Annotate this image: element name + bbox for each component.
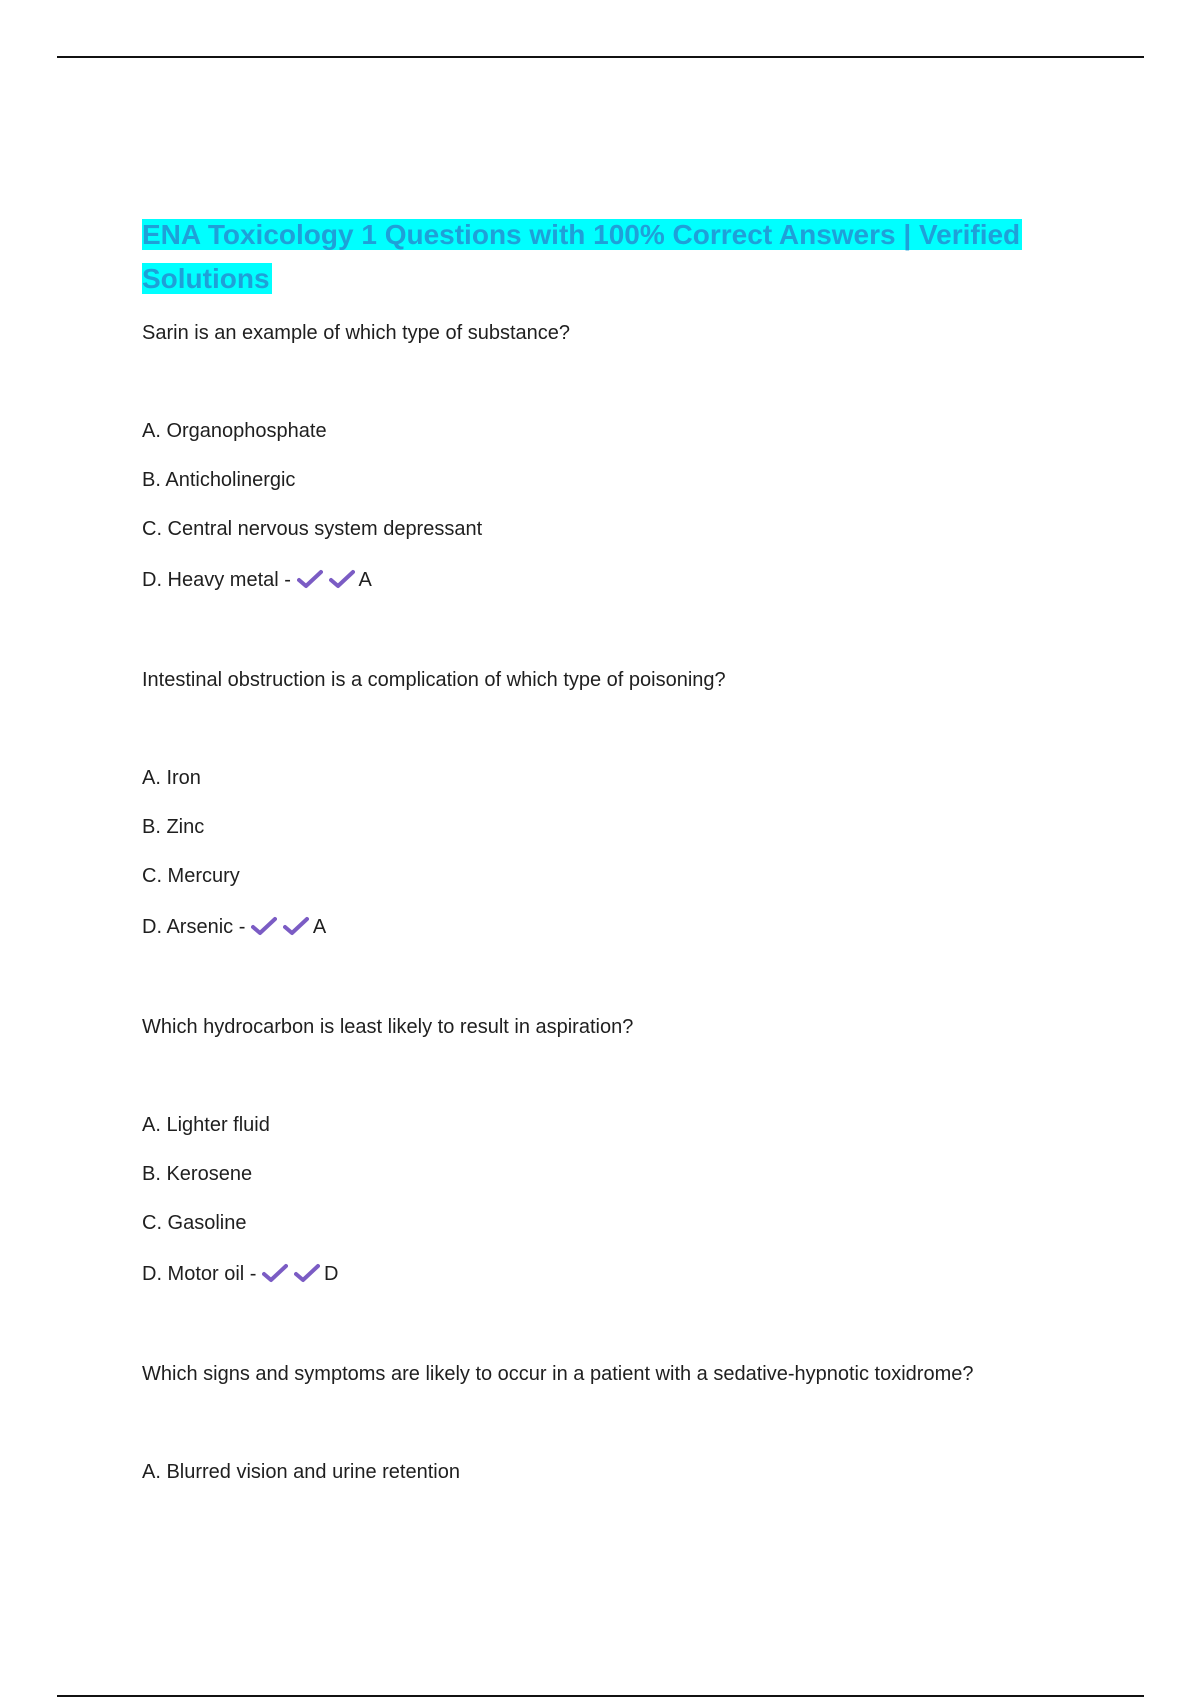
checkmark-icon <box>262 1263 288 1283</box>
option-a: A. Lighter fluid <box>142 1114 270 1136</box>
option-b: B. Zinc <box>142 816 205 838</box>
document-title <box>142 213 1062 301</box>
option-b: B. Anticholinergic <box>142 469 296 491</box>
checkmark-icon <box>251 916 277 936</box>
option-c: C. Central nervous system depressant <box>142 518 483 540</box>
option-d-label: D. Arsenic - <box>142 916 246 938</box>
question-block <box>142 1015 1062 1286</box>
option-a: A. Iron <box>142 767 201 789</box>
option-d <box>142 915 1062 939</box>
checkmark-icon <box>294 1263 320 1283</box>
footer-rule <box>57 1695 1144 1697</box>
option-c: C. Gasoline <box>142 1212 247 1234</box>
option-d-label: D. Motor oil - <box>142 1263 257 1285</box>
answer-letter: D <box>324 1263 339 1285</box>
question-block <box>142 668 1062 939</box>
option-d-label: D. Heavy metal - <box>142 569 291 591</box>
option-b: B. Kerosene <box>142 1163 253 1185</box>
question-block <box>142 1362 1062 1484</box>
question-prompt: Which signs and symptoms are likely to occur in a patient with a sedative-hypnotic toxidrome? <box>142 1363 974 1385</box>
answer-letter: A <box>312 916 327 938</box>
option-a: A. Blurred vision and urine retention <box>142 1461 460 1483</box>
question-block <box>142 321 1062 592</box>
checkmark-icon <box>297 569 323 589</box>
option-d <box>142 1262 1062 1286</box>
checkmark-icon <box>283 916 309 936</box>
title-highlight: ENA Toxicology 1 Questions with 100% Correct Answers | Verified Solutions <box>142 219 1021 294</box>
checkmark-icon <box>329 569 355 589</box>
option-d <box>142 568 1062 592</box>
document-body <box>142 213 1062 1484</box>
question-prompt: Which hydrocarbon is least likely to result in aspiration? <box>142 1016 634 1038</box>
option-c: C. Mercury <box>142 865 240 887</box>
question-prompt: Intestinal obstruction is a complication of which type of poisoning? <box>142 669 726 691</box>
header-rule <box>57 56 1144 58</box>
option-a: A. Organophosphate <box>142 420 327 442</box>
question-prompt: Sarin is an example of which type of substance? <box>142 322 571 344</box>
answer-letter: A <box>358 569 372 591</box>
